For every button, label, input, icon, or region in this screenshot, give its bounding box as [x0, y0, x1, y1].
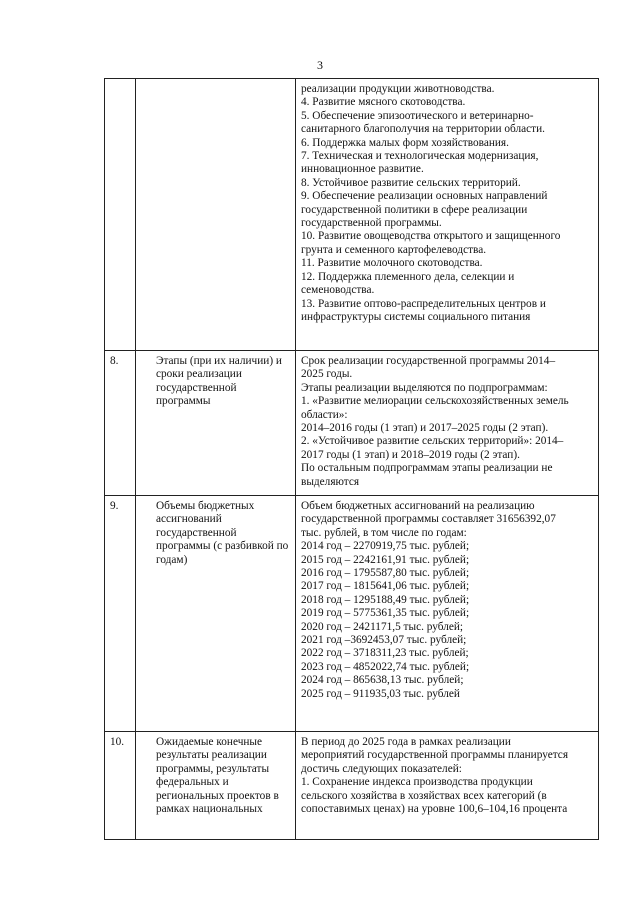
value-line: инновационное развитие.	[301, 163, 424, 176]
program-passport-table	[104, 78, 599, 840]
table-body	[105, 79, 599, 840]
row-number-cell	[105, 79, 136, 351]
value-line: 2018 год – 1295188,49 тыс. рублей;	[301, 593, 470, 606]
row-name-cell	[136, 79, 296, 351]
value-line: 8. Устойчивое развитие сельских территорий.	[301, 176, 521, 189]
value-line: государственной программы.	[301, 217, 442, 230]
row-name-cell: Ожидаемые конечные результаты реализации программы, результаты федеральных и региональных проектов в рамках национальных	[136, 732, 296, 840]
value-line: 5. Обеспечение эпизоотического и ветеринарно-	[301, 109, 534, 122]
value-line: 11. Развитие молочного скотоводства.	[301, 257, 483, 270]
value-line: 1. «Развитие мелиорации сельскохозяйственных земель	[301, 395, 569, 408]
value-line: Срок реализации государственной программы 2014–	[301, 355, 556, 367]
row-name-cell: Этапы (при их наличии) и сроки реализации государственной программы	[136, 351, 296, 496]
value-line: санитарного благополучия на территории области.	[301, 123, 545, 136]
value-line: 2024 год – 865638,13 тыс. рублей;	[301, 674, 464, 687]
value-line: По остальным подпрограммам этапы реализации не	[301, 462, 553, 475]
table-row	[105, 732, 599, 840]
value-line: 2025 год – 911935,03 тыс. рублей	[301, 687, 460, 700]
value-line: 13. Развитие оптово-распределительных центров и	[301, 297, 546, 310]
value-line: 2020 год – 2421171,5 тыс. рублей;	[301, 620, 464, 633]
value-line: государственной программы составляет 31656392,07	[301, 513, 556, 526]
value-line: 2014–2016 годы (1 этап) и 2017–2025 годы (2 этап).	[301, 422, 549, 435]
value-line: 2025 годы.	[301, 368, 353, 381]
row-number-cell: 9.	[105, 496, 136, 732]
value-line: 2. «Устойчивое развитие сельских территорий»: 2014–	[301, 435, 564, 448]
value-line: 2023 год – 4852022,74 тыс. рублей;	[301, 660, 470, 673]
value-line: государственной политики в сфере реализации	[301, 203, 528, 216]
value-line: 2019 год – 5775361,35 тыс. рублей;	[301, 607, 470, 620]
value-line: достичь следующих показателей:	[301, 762, 462, 775]
table-row	[105, 79, 599, 351]
value-line: 6. Поддержка малых форм хозяйствования.	[301, 136, 509, 149]
value-line: сельского хозяйства в хозяйствах всех категорий (в	[301, 789, 547, 802]
row-name-cell: Объемы бюджетных ассигнований государственной программы (с разбивкой по годам)	[136, 496, 296, 732]
table-row	[105, 496, 599, 732]
value-line: семеноводства.	[301, 284, 375, 297]
value-line: В период до 2025 года в рамках реализации	[301, 736, 511, 748]
value-line: реализации продукции животноводства.	[301, 83, 495, 95]
value-line: 2014 год – 2270919,75 тыс. рублей;	[301, 540, 470, 553]
row-value-cell	[296, 79, 599, 351]
value-line: Этапы реализации выделяются по подпрограммам:	[301, 381, 548, 394]
row-value-cell	[296, 351, 599, 496]
value-line: 2017 годы (1 этап) и 2018–2019 годы (2 этап).	[301, 448, 520, 461]
value-line: инфраструктуры системы социального питания	[301, 310, 531, 323]
value-line: 2015 год – 2242161,91 тыс. рублей;	[301, 553, 470, 566]
value-line: 4. Развитие мясного скотоводства.	[301, 96, 466, 109]
value-line: тыс. рублей, в том числе по годам:	[301, 526, 467, 539]
value-line: сопоставимых ценах) на уровне 100,6–104,16 процента	[301, 803, 568, 816]
value-line: грунта и семенного картофелеводства.	[301, 243, 487, 256]
value-line: 1. Сохранение индекса производства продукции	[301, 776, 533, 789]
value-line: 2021 год –3692453,07 тыс. рублей;	[301, 634, 467, 647]
table-row	[105, 351, 599, 496]
value-line: Объем бюджетных ассигнований на реализацию	[301, 500, 535, 512]
value-line: 9. Обеспечение реализации основных направлений	[301, 190, 548, 203]
value-line: 7. Техническая и технологическая модернизация,	[301, 150, 539, 163]
value-line: 12. Поддержка племенного дела, селекции и	[301, 270, 515, 283]
page-number: 3	[317, 58, 323, 72]
value-line: 2016 год – 1795587,80 тыс. рублей;	[301, 567, 470, 580]
value-line: области»:	[301, 408, 348, 421]
row-value-cell	[296, 732, 599, 840]
row-value-cell	[296, 496, 599, 732]
row-number-cell: 10.	[105, 732, 136, 840]
value-line: выделяются	[301, 475, 360, 488]
row-number-cell: 8.	[105, 351, 136, 496]
value-line: 10. Развитие овощеводства открытого и защищенного	[301, 230, 561, 243]
value-line: 2022 год – 3718311,23 тыс. рублей;	[301, 647, 469, 660]
value-line: 2017 год – 1815641,06 тыс. рублей;	[301, 580, 470, 593]
value-line: мероприятий государственной программы планируется	[301, 749, 569, 762]
